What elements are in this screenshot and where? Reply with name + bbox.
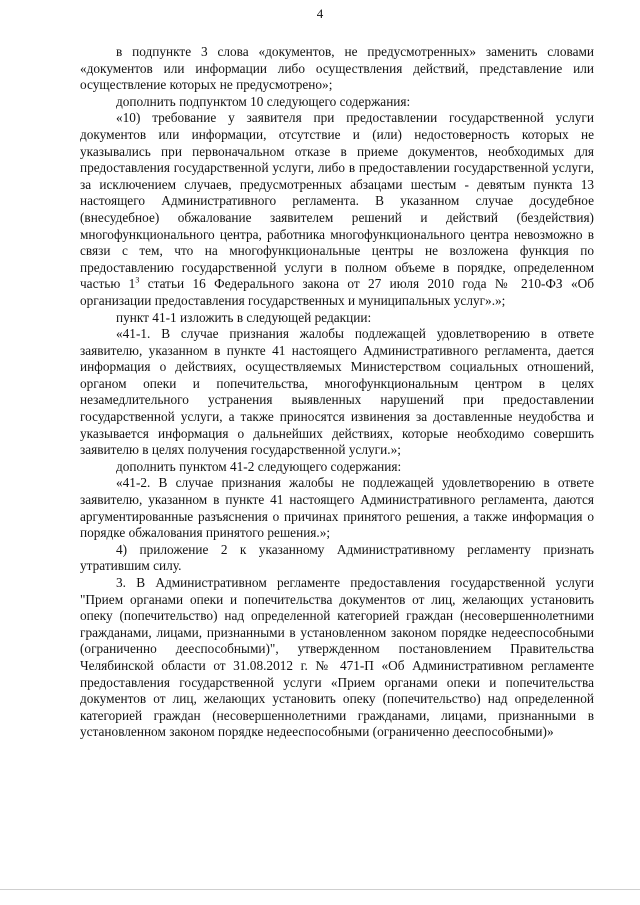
- paragraph: дополнить пунктом 41-2 следующего содержания:: [116, 458, 402, 474]
- paragraph-text: статьи 16 Федерального закона от 27 июля 2010 года № 210-ФЗ «Об организации предоставления государственных и муниципальных услуг».»;: [80, 276, 594, 308]
- document-body: [80, 44, 594, 741]
- paragraph-text: «10) требование у заявителя при предоставлении государственной услуги документов или информации, отсутствие и (или) недостоверность которых не указывались при первоначальном отказе в приеме документов, необходимых для предоставления государственной услуги, либо в предоставлении государственной услуги, за исключением случаев, предусмотренных абзацами шестым - девятым пункта 13 настоящего Административного регламента. В указанном случае досудебное (внесудебное) обжалование заявителем решений и действий (бездействия) многофункционального центра, работника многофункционального центра невозможно в связи с тем, что на многофункциональные центры не возложена функция по предоставлению государственной услуги в полном объеме в порядке, определенном частью 1: [80, 110, 594, 292]
- superscript: 3: [135, 275, 140, 285]
- paragraph: в подпункте 3 слова «документов, не предусмотренных» заменить словами «документов или информации либо осуществления действий, представление или осуществление которых не предусмотрено»;: [80, 44, 594, 93]
- page-number: 4: [316, 6, 324, 21]
- paragraph: дополнить подпунктом 10 следующего содержания:: [116, 93, 411, 109]
- paragraph: пункт 41-1 изложить в следующей редакции:: [116, 309, 372, 325]
- footer-rule: [0, 889, 640, 890]
- paragraph: 4) приложение 2 к указанному Административному регламенту признать утратившим силу.: [80, 541, 594, 574]
- paragraph: [80, 110, 594, 309]
- paragraph: «41-2. В случае признания жалобы не подлежащей удовлетворению в ответе заявителю, указанном в пункте 41 настоящего Административного регламента, даются аргументированные разъяснения о причинах принятого решения, а также информация о порядке обжалования принятого решения.»;: [80, 475, 594, 541]
- paragraph: «41-1. В случае признания жалобы подлежащей удовлетворению в ответе заявителю, указанном в пункте 41 настоящего Административного регламента, дается информация о действиях, осуществляемых Министерством социальных отношений, органом опеки и попечительства, многофункциональным центром в целях незамедлительного устранения выявленных нарушений при предоставлении государственной услуги, а также приносятся извинения за доставленные неудобства и указывается информация о дальнейших действиях, которые необходимо совершить заявителю в целях получения государственной услуги.»;: [80, 326, 594, 458]
- paragraph: 3. В Административном регламенте предоставления государственной услуги "Прием органами опеки и попечительства документов от лиц, желающих установить опеку (попечительство) над определенной категорией граждан (несовершеннолетними гражданами, лицами, признанными в установленном законом порядке недееспособными (ограниченно дееспособными)", утвержденном постановлением Правительства Челябинской области от 31.08.2012 г. № 471-П «Об Административном регламенте предоставления государственной услуги «Прием органами опеки и попечительства документов от лиц, желающих установить опеку (попечительство) над определенной категорией граждан (несовершеннолетними гражданами, лицами, признанными в установленном законом порядке недееспособными (ограниченно дееспособными)»: [80, 575, 594, 740]
